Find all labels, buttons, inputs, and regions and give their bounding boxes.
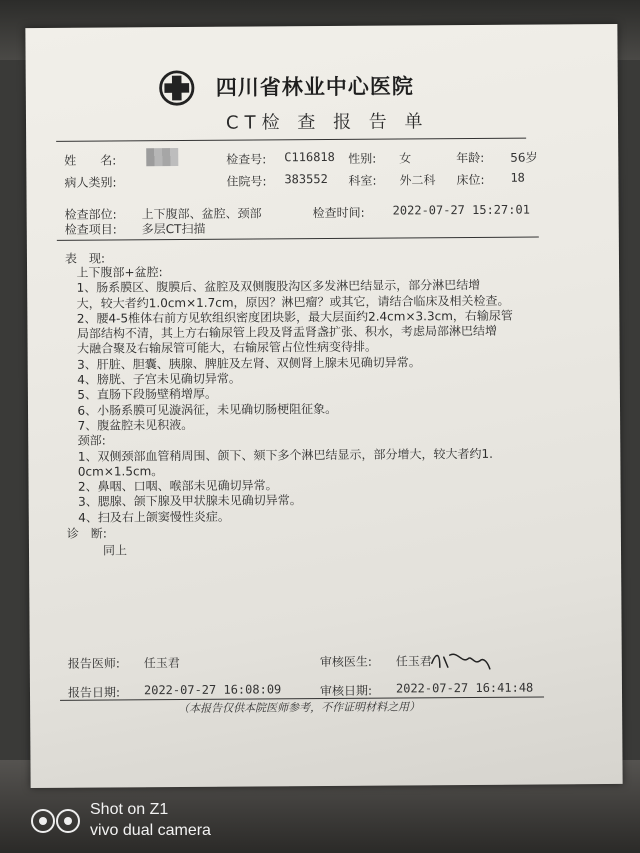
header-divider — [56, 138, 526, 142]
diagnosis-label: 诊 断: — [66, 526, 107, 541]
bed-label: 床位: — [456, 172, 485, 188]
camera-watermark-logo-icon — [30, 808, 82, 834]
handwritten-signature — [428, 643, 494, 673]
bed-value: 18 — [510, 170, 525, 185]
findings-line: 2、腰4-5椎体右前方见软组织密度团块影，最大层面约2.4cm×3.3cm，右输尿管 — [65, 308, 513, 326]
findings-line: 4、膀胱、子宫未见确切异常。 — [65, 371, 241, 387]
findings-line: 大，较大者约1.0cm×1.7cm，原因？淋巴瘤？或其它，请结合临床及相关检查。 — [65, 293, 510, 311]
hospital-name: 四川省林业中心医院 — [215, 74, 414, 100]
hospital-cross-logo-icon — [158, 69, 196, 107]
findings-line: 5、直肠下段肠壁稍增厚。 — [65, 387, 218, 403]
report-doctor-label: 报告医师: — [67, 656, 120, 671]
findings-line: 上下腹部+盆腔: — [65, 265, 163, 280]
exam-item-value: 多层CT扫描 — [141, 221, 206, 237]
findings-line: 1、肠系膜区、腹膜后、盆腔及双侧腹股沟区多发淋巴结显示，部分淋巴结增 — [65, 278, 481, 296]
findings-line: 1、双侧颈部血管稍周围、颌下、颏下多个淋巴结显示，部分增大，较大者约1. — [66, 446, 493, 464]
diagnosis-value: 同上 — [102, 543, 128, 558]
watermark-line-1: Shot on Z1 — [90, 801, 169, 818]
findings-label: 表 现: — [64, 251, 106, 266]
findings-text — [65, 263, 537, 526]
exam-divider — [57, 236, 539, 240]
review-doctor-value: 任玉君 — [395, 654, 432, 669]
report-date-label: 报告日期: — [67, 685, 121, 700]
exam-site-label: 检查部位: — [64, 207, 117, 222]
dept-value: 外二科 — [399, 173, 436, 188]
report-paper — [25, 24, 622, 788]
redacted-patient-name — [146, 148, 178, 166]
findings-line: 7、腹盆腔未见积液。 — [66, 417, 194, 433]
exam-item-label: 检查项目: — [64, 222, 117, 237]
findings-line: 0cm×1.5cm。 — [66, 463, 164, 479]
exam-time-value: 2022-07-27 15:27:01 — [392, 202, 530, 218]
review-doctor-label: 审核医生: — [319, 654, 372, 670]
admission-no-value: 383552 — [284, 171, 328, 187]
findings-line: 4、扫及右上颌窦慢性炎症。 — [66, 509, 230, 525]
category-label: 病人类别: — [64, 175, 117, 190]
report-date-value: 2022-07-27 16:08:09 — [143, 682, 282, 698]
dept-label: 科室: — [348, 173, 377, 188]
exam-no-label: 检查号: — [226, 152, 267, 167]
exam-no-value: C116818 — [284, 149, 335, 165]
sex-label: 性别: — [348, 151, 377, 166]
sex-value: 女 — [399, 151, 412, 166]
exam-time-label: 检查时间: — [312, 205, 365, 221]
report-title: CT检 查 报 告 单 — [225, 111, 429, 134]
age-label: 年龄: — [456, 150, 485, 166]
footnote: （本报告仅供本院医师参考，不作证明材料之用） — [178, 700, 421, 716]
review-date-value: 2022-07-27 16:41:48 — [395, 680, 534, 696]
watermark-line-2: vivo dual camera — [90, 822, 211, 839]
findings-line: 颈部: — [66, 433, 106, 449]
findings-line: 局部结构不清，其上方右输尿管上段及肾盂肾盏扩张、积水，考虑局部淋巴结增 — [65, 323, 497, 341]
findings-line: 6、小肠系膜可见漩涡征，未见确切肠梗阻征象。 — [65, 401, 338, 418]
exam-site-value: 上下腹部、盆腔、颈部 — [141, 206, 262, 222]
findings-line: 2、鼻咽、口咽、喉部未见确切异常。 — [66, 478, 278, 494]
report-doctor-value: 任玉君 — [143, 656, 180, 671]
admission-no-label: 住院号: — [226, 174, 267, 189]
findings-line: 3、肝脏、胆囊、胰腺、脾脏及左肾、双侧肾上腺未见确切异常。 — [65, 355, 421, 372]
review-date-label: 审核日期: — [319, 683, 373, 699]
age-value: 56岁 — [510, 150, 538, 165]
name-label: 姓 名: — [64, 153, 117, 168]
findings-line: 大融合聚及右输尿管可能大，右输尿管占位性病变待排。 — [65, 340, 378, 357]
findings-line: 3、腮腺、颌下腺及甲状腺未见确切异常。 — [66, 493, 302, 510]
